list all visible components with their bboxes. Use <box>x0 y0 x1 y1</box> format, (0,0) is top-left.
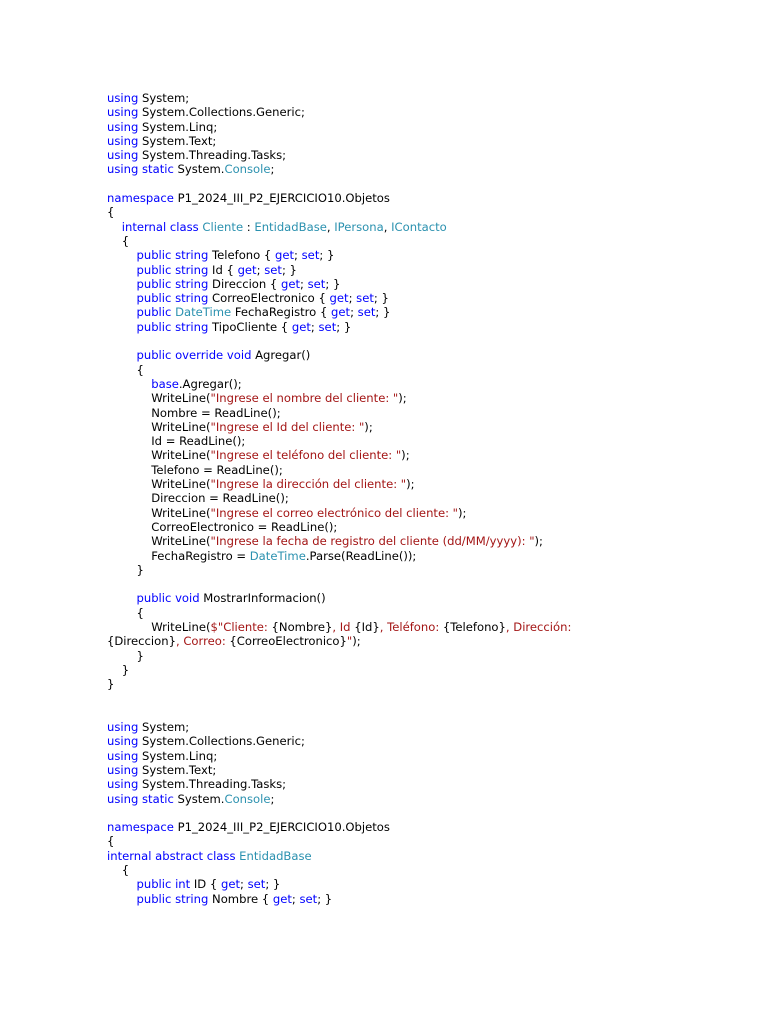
type-token: Console <box>224 791 271 806</box>
code-text: WriteLine( <box>107 419 211 434</box>
keyword-token: string <box>175 248 209 263</box>
code-text: ); <box>534 534 543 549</box>
code-text: ); <box>364 419 373 434</box>
code-text: Id { <box>208 262 238 277</box>
keyword-token: public <box>136 319 172 334</box>
code-text: Nombre = ReadLine(); <box>107 405 281 420</box>
code-line <box>107 177 707 191</box>
code-text: Telefono { <box>208 248 275 263</box>
code-text: WriteLine( <box>107 505 211 520</box>
code-text: } <box>107 648 144 663</box>
code-line <box>107 162 707 176</box>
code-line <box>107 506 707 520</box>
code-line <box>107 749 707 763</box>
code-text: Telefono = ReadLine(); <box>107 462 283 477</box>
code-text: {Id} <box>354 619 380 634</box>
code-line <box>107 763 707 777</box>
code-text: CorreoElectronico { <box>208 291 330 306</box>
code-text: System.Threading.Tasks; <box>138 148 287 163</box>
code-line <box>107 406 707 420</box>
code-line <box>107 220 707 234</box>
code-text <box>107 348 136 362</box>
string-token: , Teléfono: <box>379 619 443 634</box>
code-text: WriteLine( <box>107 534 211 549</box>
code-line <box>107 305 707 319</box>
code-line <box>107 420 707 434</box>
keyword-token: get <box>237 262 257 277</box>
code-line <box>107 477 707 491</box>
keyword-token: class <box>206 848 236 863</box>
code-text: ; <box>294 248 302 263</box>
code-line <box>107 448 707 462</box>
code-text: Direccion { <box>208 276 281 291</box>
code-line <box>107 677 707 691</box>
string-token: , Id <box>332 619 355 634</box>
keyword-token: using <box>107 720 139 735</box>
code-text: ID { <box>190 877 221 892</box>
code-line <box>107 520 707 534</box>
code-line <box>107 720 707 734</box>
keyword-token: public <box>136 305 172 320</box>
code-text: FechaRegistro = <box>107 548 250 563</box>
code-text: MostrarInformacion() <box>199 591 326 606</box>
code-text: ; <box>240 877 248 892</box>
code-text: System.Linq; <box>138 119 218 134</box>
type-token: Console <box>224 162 271 177</box>
code-text: ; } <box>336 319 352 334</box>
code-line <box>107 348 707 362</box>
keyword-token: public <box>136 591 172 606</box>
code-text: { <box>107 233 130 248</box>
keyword-token: using <box>107 762 139 777</box>
keyword-token: public <box>136 877 172 892</box>
code-text: { <box>107 834 115 849</box>
code-text: System.Linq; <box>138 748 218 763</box>
code-line <box>107 191 707 205</box>
code-line <box>107 434 707 448</box>
code-text <box>107 220 122 234</box>
code-text: ; } <box>325 276 341 291</box>
code-line <box>107 234 707 248</box>
code-text: FechaRegistro { <box>231 305 332 320</box>
code-text <box>107 291 136 305</box>
code-text: { <box>107 205 115 220</box>
keyword-token: internal <box>121 219 167 234</box>
code-line <box>107 148 707 162</box>
code-line <box>107 320 707 334</box>
keyword-token: using <box>107 162 139 177</box>
code-text: ; <box>350 305 358 320</box>
code-text <box>107 877 136 891</box>
keyword-token: static <box>142 162 174 177</box>
code-text: System.Text; <box>138 762 217 777</box>
type-token: EntidadBase <box>239 848 312 863</box>
keyword-token: override <box>175 348 224 363</box>
string-token: "Ingrese el nombre del cliente: " <box>210 391 399 406</box>
code-text: } <box>107 662 130 677</box>
keyword-token: get <box>272 891 292 906</box>
code-line <box>107 849 707 863</box>
code-line <box>107 277 707 291</box>
code-text: WriteLine( <box>107 477 211 492</box>
code-text: ; <box>291 891 300 906</box>
code-line <box>107 877 707 891</box>
code-line <box>107 634 707 648</box>
keyword-token: using <box>107 119 139 134</box>
keyword-token: using <box>107 777 139 792</box>
keyword-token: string <box>175 291 209 306</box>
code-text: { <box>107 362 144 377</box>
code-line <box>107 577 707 591</box>
code-text <box>107 320 136 334</box>
keyword-token: set <box>247 877 266 892</box>
code-text: } <box>107 677 115 692</box>
code-text: Agregar() <box>251 348 311 363</box>
string-token: $"Cliente: <box>210 619 272 634</box>
code-text: P1_2024_III_P2_EJERCICIO10.Objetos <box>173 820 390 835</box>
code-line <box>107 263 707 277</box>
keyword-token: namespace <box>107 820 174 835</box>
code-listing <box>107 91 707 906</box>
keyword-token: using <box>107 148 139 163</box>
code-text: ); <box>352 634 361 649</box>
keyword-token: get <box>331 305 351 320</box>
code-text: .Parse(ReadLine()); <box>305 548 417 563</box>
string-token: "Ingrese el teléfono del cliente: " <box>210 448 402 463</box>
code-text: System. <box>173 791 225 806</box>
type-token: IContacto <box>391 219 447 234</box>
code-text <box>107 263 136 277</box>
keyword-token: using <box>107 748 139 763</box>
code-text <box>107 591 136 605</box>
code-text: ; <box>348 291 357 306</box>
keyword-token: get <box>329 291 349 306</box>
code-text: System.Collections.Generic; <box>138 734 305 749</box>
code-line <box>107 834 707 848</box>
string-token: , Dirección: <box>505 619 572 634</box>
keyword-token: string <box>175 276 209 291</box>
code-line <box>107 863 707 877</box>
code-text <box>107 277 136 291</box>
keyword-token: internal <box>107 848 152 863</box>
keyword-token: using <box>107 791 139 806</box>
type-token: IPersona <box>334 219 384 234</box>
code-line <box>107 549 707 563</box>
keyword-token: set <box>307 276 326 291</box>
code-text <box>107 248 136 262</box>
code-line <box>107 105 707 119</box>
type-token: Cliente <box>202 219 244 234</box>
code-text: System.Text; <box>138 133 217 148</box>
code-text: System; <box>138 91 190 105</box>
code-text: {Telefono} <box>442 619 506 634</box>
keyword-token: string <box>175 319 209 334</box>
code-text: ; } <box>265 877 281 892</box>
code-text: ; <box>270 791 275 806</box>
code-line <box>107 663 707 677</box>
code-line <box>107 134 707 148</box>
code-line <box>107 820 707 834</box>
code-line <box>107 649 707 663</box>
keyword-token: base <box>151 376 179 391</box>
code-text: ; } <box>375 305 391 320</box>
code-text: } <box>107 562 144 577</box>
keyword-token: set <box>318 319 337 334</box>
code-text: TipoCliente { <box>208 319 292 334</box>
code-line <box>107 491 707 505</box>
code-text: Direccion = ReadLine(); <box>107 491 289 506</box>
string-token: "Ingrese la dirección del cliente: " <box>210 477 407 492</box>
code-line <box>107 606 707 620</box>
code-text: .Agregar(); <box>178 376 242 391</box>
code-line <box>107 734 707 748</box>
keyword-token: static <box>142 791 174 806</box>
keyword-token: public <box>136 262 172 277</box>
string-token: " <box>346 634 353 649</box>
keyword-token: set <box>264 262 282 277</box>
code-line <box>107 377 707 391</box>
code-text: WriteLine( <box>107 448 211 463</box>
keyword-token: int <box>175 877 191 892</box>
keyword-token: public <box>136 276 172 291</box>
code-line <box>107 792 707 806</box>
type-token: EntidadBase <box>254 219 327 234</box>
code-text: ; <box>310 319 319 334</box>
keyword-token: set <box>299 891 318 906</box>
code-text <box>107 377 151 391</box>
keyword-token: namespace <box>107 191 174 206</box>
string-token: "Ingrese la fecha de registro del cliente (dd/MM/yyyy): " <box>210 534 535 549</box>
code-text: ; } <box>317 891 333 906</box>
string-token: , Correo: <box>175 634 230 649</box>
keyword-token: string <box>175 262 209 277</box>
keyword-token: using <box>107 105 139 120</box>
code-line <box>107 205 707 219</box>
code-text: {Nombre} <box>271 619 333 634</box>
type-token: DateTime <box>249 548 306 563</box>
code-text: ); <box>398 391 407 406</box>
code-text: WriteLine( <box>107 391 211 406</box>
keyword-token: set <box>357 305 376 320</box>
code-text: WriteLine( <box>107 619 211 634</box>
code-line <box>107 391 707 405</box>
code-line <box>107 563 707 577</box>
keyword-token: set <box>301 248 320 263</box>
code-text: ); <box>401 448 410 463</box>
code-text: System.Threading.Tasks; <box>138 777 287 792</box>
string-token: "Ingrese el Id del cliente: " <box>210 419 365 434</box>
code-line <box>107 334 707 348</box>
code-line <box>107 120 707 134</box>
keyword-token: get <box>280 276 301 291</box>
code-text: {CorreoElectronico} <box>229 634 347 649</box>
code-text: { <box>107 863 130 878</box>
keyword-token: get <box>275 248 295 263</box>
code-line <box>107 706 707 720</box>
code-line <box>107 591 707 605</box>
keyword-token: abstract <box>155 848 204 863</box>
code-text: CorreoElectronico = ReadLine(); <box>107 519 338 534</box>
code-text: Nombre { <box>208 891 273 906</box>
code-text: ; <box>300 276 308 291</box>
keyword-token: using <box>107 734 139 749</box>
string-token: "Ingrese el correo electrónico del cliente: " <box>210 505 459 520</box>
code-text: , <box>383 219 392 234</box>
code-line <box>107 620 707 634</box>
code-text: {Direccion} <box>107 634 176 649</box>
keyword-token: void <box>226 348 252 363</box>
code-text: System.Collections.Generic; <box>138 105 305 120</box>
code-line <box>107 691 707 705</box>
keyword-token: public <box>136 291 172 306</box>
code-text: : <box>243 219 255 234</box>
code-text <box>107 305 136 319</box>
keyword-token: public <box>136 248 172 263</box>
code-text: System; <box>138 720 190 735</box>
code-line <box>107 363 707 377</box>
code-text: System. <box>173 162 225 177</box>
keyword-token: string <box>175 891 209 906</box>
keyword-token: class <box>169 219 199 234</box>
code-line <box>107 291 707 305</box>
code-text: P1_2024_III_P2_EJERCICIO10.Objetos <box>173 191 390 206</box>
keyword-token: get <box>220 877 241 892</box>
type-token: DateTime <box>175 305 232 320</box>
code-text: ); <box>458 505 467 520</box>
code-text: Id = ReadLine(); <box>107 434 246 449</box>
code-line <box>107 248 707 262</box>
code-line <box>107 534 707 548</box>
code-text <box>107 892 136 906</box>
code-text: , <box>326 219 335 234</box>
keyword-token: using <box>107 91 139 105</box>
keyword-token: set <box>356 291 374 306</box>
code-text: ; } <box>319 248 335 263</box>
keyword-token: public <box>136 348 172 363</box>
keyword-token: void <box>175 591 200 606</box>
keyword-token: using <box>107 133 139 148</box>
keyword-token: public <box>136 891 172 906</box>
code-line <box>107 777 707 791</box>
code-text: { <box>107 605 144 620</box>
code-text: ; <box>270 162 275 177</box>
code-line <box>107 806 707 820</box>
code-line <box>107 91 707 105</box>
code-line <box>107 463 707 477</box>
code-line <box>107 892 707 906</box>
keyword-token: get <box>291 319 311 334</box>
code-text: ; <box>256 262 265 277</box>
code-text: ; } <box>373 291 389 306</box>
code-text: ); <box>406 477 415 492</box>
code-text: ; } <box>281 262 297 277</box>
